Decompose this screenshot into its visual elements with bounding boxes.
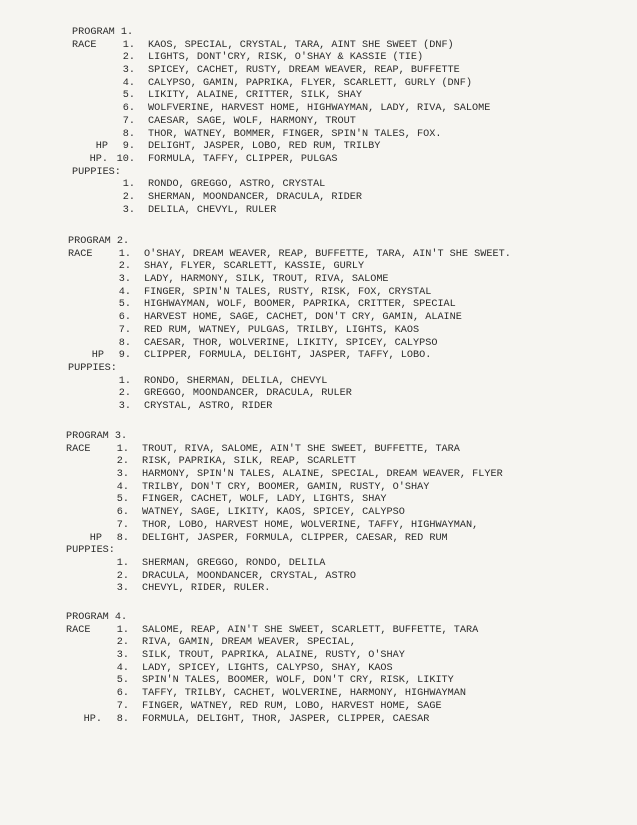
puppy-row <box>72 179 490 192</box>
race-row <box>66 625 478 638</box>
race-row <box>66 701 478 714</box>
race-row <box>68 261 511 274</box>
race-number: 1. <box>116 443 129 455</box>
race-entries: FORMULA, TAFFY, CLIPPER, PULGAS <box>148 153 338 165</box>
puppy-number: 3. <box>116 583 129 595</box>
race-row <box>72 116 490 129</box>
race-entries: HARVEST HOME, SAGE, CACHET, DON'T CRY, GAMIN, ALAINE <box>144 312 462 324</box>
race-number: 1. <box>118 248 131 260</box>
puppy-entries: DELILA, CHEVYL, RULER <box>148 204 277 216</box>
race-number: 4. <box>122 77 135 89</box>
race-row <box>66 675 478 688</box>
program-1 <box>72 27 490 217</box>
race-prefix: HP. <box>83 713 102 725</box>
race-entries: LIGHTS, DONT'CRY, RISK, O'SHAY & KASSIE (TIE) <box>148 52 424 64</box>
race-entries: LADY, SPICEY, LIGHTS, CALYPSO, SHAY, KAOS <box>142 662 393 674</box>
race-entries: FORMULA, DELIGHT, THOR, JASPER, CLIPPER, CAESAR <box>142 713 430 725</box>
race-number: 9. <box>122 141 135 153</box>
race-row <box>72 78 490 91</box>
puppy-row <box>68 376 511 389</box>
race-prefix: RACE <box>66 624 91 636</box>
race-number: 3. <box>122 65 135 77</box>
race-row <box>68 299 511 312</box>
puppy-number: 1. <box>116 557 129 569</box>
race-row <box>66 507 503 520</box>
race-prefix <box>66 494 102 507</box>
race-number: 6. <box>116 688 129 700</box>
race-row <box>72 103 490 116</box>
race-row <box>66 650 478 663</box>
race-prefix: HP <box>95 141 108 153</box>
race-row <box>66 494 503 507</box>
race-number: 10. <box>116 153 135 165</box>
puppy-entries: RONDO, SHERMAN, DELILA, CHEVYL <box>144 375 328 387</box>
race-prefix: HP. <box>89 153 108 165</box>
puppy-number: 1. <box>122 179 135 191</box>
race-number: 1. <box>122 39 135 51</box>
puppy-entries: GREGGO, MOONDANCER, DRACULA, RULER <box>144 388 352 400</box>
race-row <box>66 688 478 701</box>
race-row <box>68 325 511 338</box>
program-title: PROGRAM 4. <box>66 612 128 623</box>
race-prefix <box>66 482 102 495</box>
race-entries: RIVA, GAMIN, DREAM WEAVER, SPECIAL, <box>142 637 356 649</box>
race-number: 4. <box>116 662 129 674</box>
race-prefix <box>68 338 104 351</box>
race-prefix <box>68 287 104 300</box>
race-row <box>68 350 511 363</box>
race-entries: CAESAR, THOR, WOLVERINE, LIKITY, SPICEY, CALYPSO <box>144 337 438 349</box>
race-number: 8. <box>118 337 131 349</box>
race-entries: KAOS, SPECIAL, CRYSTAL, TARA, AINT SHE SWEET (DNF) <box>148 39 454 51</box>
race-number: 6. <box>122 103 135 115</box>
race-entries: HARMONY, SPIN'N TALES, ALAINE, SPECIAL, DREAM WEAVER, FLYER <box>142 469 503 481</box>
race-prefix <box>68 312 104 325</box>
race-row <box>66 456 503 469</box>
race-row <box>66 714 478 727</box>
puppies-heading: PUPPIES: <box>66 545 115 557</box>
race-list <box>72 40 490 167</box>
race-prefix <box>66 701 102 714</box>
race-entries: DELIGHT, JASPER, LOBO, RED RUM, TRILBY <box>148 141 381 153</box>
race-entries: FINGER, SPIN'N TALES, RUSTY, RISK, FOX, CRYSTAL <box>144 286 432 298</box>
race-prefix <box>72 129 108 142</box>
race-number: 7. <box>116 700 129 712</box>
race-entries: TRILBY, DON'T CRY, BOOMER, GAMIN, RUSTY, O'SHAY <box>142 481 430 493</box>
race-entries: WATNEY, SAGE, LIKITY, KAOS, SPICEY, CALYPSO <box>142 507 405 519</box>
race-prefix <box>72 52 108 65</box>
puppy-entries: CRYSTAL, ASTRO, RIDER <box>144 400 273 412</box>
race-prefix <box>68 325 104 338</box>
puppy-row <box>72 192 490 205</box>
race-number: 3. <box>118 274 131 286</box>
race-row <box>66 444 503 457</box>
race-prefix: RACE <box>68 248 93 260</box>
race-entries: SPICEY, CACHET, RUSTY, DREAM WEAVER, REAP, BUFFETTE <box>148 65 460 77</box>
puppy-row <box>66 583 503 596</box>
program-4 <box>66 612 478 726</box>
race-prefix <box>66 650 102 663</box>
race-row <box>72 129 490 142</box>
race-row <box>72 154 490 167</box>
race-number: 9. <box>118 350 131 362</box>
race-row <box>68 312 511 325</box>
race-entries: THOR, LOBO, HARVEST HOME, WOLVERINE, TAFFY, HIGHWAYMAN, <box>142 519 479 531</box>
race-entries: LADY, HARMONY, SILK, TROUT, RIVA, SALOME <box>144 274 389 286</box>
race-number: 3. <box>116 650 129 662</box>
race-number: 5. <box>116 675 129 687</box>
race-number: 3. <box>116 469 129 481</box>
race-number: 5. <box>122 90 135 102</box>
race-number: 8. <box>116 532 129 544</box>
race-entries: CAESAR, SAGE, WOLF, HARMONY, TROUT <box>148 115 356 127</box>
race-prefix <box>66 637 102 650</box>
race-prefix <box>72 90 108 103</box>
race-number: 6. <box>116 507 129 519</box>
race-number: 8. <box>116 713 129 725</box>
race-row <box>68 338 511 351</box>
program-title: PROGRAM 1. <box>72 27 134 38</box>
puppy-entries: SHERMAN, MOONDANCER, DRACULA, RIDER <box>148 191 362 203</box>
race-number: 1. <box>116 624 129 636</box>
puppies-heading: PUPPIES: <box>68 362 117 374</box>
program-2 <box>68 236 511 414</box>
race-row <box>66 637 478 650</box>
puppy-number: 1. <box>118 375 131 387</box>
race-number: 4. <box>118 286 131 298</box>
race-entries: SPIN'N TALES, BOOMER, WOLF, DON'T CRY, RISK, LIKITY <box>142 675 454 687</box>
race-entries: THOR, WATNEY, BOMMER, FINGER, SPIN'N TALES, FOX. <box>148 128 442 140</box>
race-prefix <box>72 78 108 91</box>
race-row <box>68 249 511 262</box>
race-prefix: HP <box>89 532 102 544</box>
race-prefix: RACE <box>66 443 91 455</box>
program-title: PROGRAM 2. <box>68 236 130 247</box>
puppy-entries: SHERMAN, GREGGO, RONDO, DELILA <box>142 557 326 569</box>
race-number: 7. <box>116 519 129 531</box>
race-prefix <box>66 688 102 701</box>
race-prefix <box>66 507 102 520</box>
race-prefix <box>66 456 102 469</box>
race-number: 6. <box>118 312 131 324</box>
puppy-entries: RONDO, GREGGO, ASTRO, CRYSTAL <box>148 179 326 191</box>
race-row <box>66 482 503 495</box>
race-number: 7. <box>122 115 135 127</box>
puppy-number: 3. <box>122 204 135 216</box>
race-row <box>68 274 511 287</box>
race-entries: DELIGHT, JASPER, FORMULA, CLIPPER, CAESAR, RED RUM <box>142 532 448 544</box>
race-row <box>66 663 478 676</box>
race-row <box>72 52 490 65</box>
race-entries: RISK, PAPRIKA, SILK, REAP, SCARLETT <box>142 456 356 468</box>
race-prefix <box>72 65 108 78</box>
program-3 <box>66 431 503 596</box>
race-row <box>66 520 503 533</box>
race-prefix <box>72 103 108 116</box>
race-entries: CALYPSO, GAMIN, PAPRIKA, FLYER, SCARLETT, GURLY (DNF) <box>148 77 473 89</box>
race-number: 8. <box>122 128 135 140</box>
race-row <box>72 40 490 53</box>
puppy-entries: DRACULA, MOONDANCER, CRYSTAL, ASTRO <box>142 570 356 582</box>
puppy-row <box>68 388 511 401</box>
race-prefix <box>66 675 102 688</box>
race-prefix <box>66 469 102 482</box>
race-number: 2. <box>118 261 131 273</box>
race-number: 2. <box>122 52 135 64</box>
race-entries: SILK, TROUT, PAPRIKA, ALAINE, RUSTY, O'SHAY <box>142 650 405 662</box>
puppy-row <box>68 401 511 414</box>
race-prefix <box>72 116 108 129</box>
race-entries: SHAY, FLYER, SCARLETT, KASSIE, GURLY <box>144 261 365 273</box>
puppy-number: 2. <box>118 388 131 400</box>
race-entries: CLIPPER, FORMULA, DELIGHT, JASPER, TAFFY, LOBO. <box>144 350 432 362</box>
race-row <box>72 65 490 78</box>
race-prefix: RACE <box>72 39 97 51</box>
race-entries: HIGHWAYMAN, WOLF, BOOMER, PAPRIKA, CRITTER, SPECIAL <box>144 299 456 311</box>
race-number: 7. <box>118 324 131 336</box>
puppy-number: 2. <box>122 191 135 203</box>
puppy-entries: CHEVYL, RIDER, RULER. <box>142 583 271 595</box>
race-prefix <box>68 299 104 312</box>
race-prefix: HP <box>91 350 104 362</box>
race-row <box>68 287 511 300</box>
race-entries: FINGER, WATNEY, RED RUM, LOBO, HARVEST HOME, SAGE <box>142 700 442 712</box>
race-row <box>66 533 503 546</box>
puppy-row <box>72 205 490 218</box>
race-prefix <box>66 663 102 676</box>
race-entries: TAFFY, TRILBY, CACHET, WOLVERINE, HARMONY, HIGHWAYMAN <box>142 688 467 700</box>
race-entries: FINGER, CACHET, WOLF, LADY, LIGHTS, SHAY <box>142 494 387 506</box>
puppy-row <box>66 571 503 584</box>
race-number: 4. <box>116 481 129 493</box>
puppy-number: 3. <box>118 400 131 412</box>
race-entries: SALOME, REAP, AIN'T SHE SWEET, SCARLETT, BUFFETTE, TARA <box>142 624 479 636</box>
race-entries: O'SHAY, DREAM WEAVER, REAP, BUFFETTE, TARA, AIN'T SHE SWEET. <box>144 248 511 260</box>
race-entries: WOLFVERINE, HARVEST HOME, HIGHWAYMAN, LADY, RIVA, SALOME <box>148 103 491 115</box>
race-number: 5. <box>116 494 129 506</box>
race-entries: LIKITY, ALAINE, CRITTER, SILK, SHAY <box>148 90 362 102</box>
race-prefix <box>68 274 104 287</box>
race-entries: RED RUM, WATNEY, PULGAS, TRILBY, LIGHTS, KAOS <box>144 324 420 336</box>
race-number: 2. <box>116 456 129 468</box>
race-prefix <box>68 261 104 274</box>
race-row <box>72 90 490 103</box>
race-prefix <box>66 520 102 533</box>
puppies-heading: PUPPIES: <box>72 166 121 178</box>
race-row <box>66 469 503 482</box>
program-title: PROGRAM 3. <box>66 431 128 442</box>
race-row <box>72 141 490 154</box>
puppy-row <box>66 558 503 571</box>
race-number: 2. <box>116 637 129 649</box>
race-entries: TROUT, RIVA, SALOME, AIN'T SHE SWEET, BUFFETTE, TARA <box>142 443 460 455</box>
race-number: 5. <box>118 299 131 311</box>
puppy-number: 2. <box>116 570 129 582</box>
